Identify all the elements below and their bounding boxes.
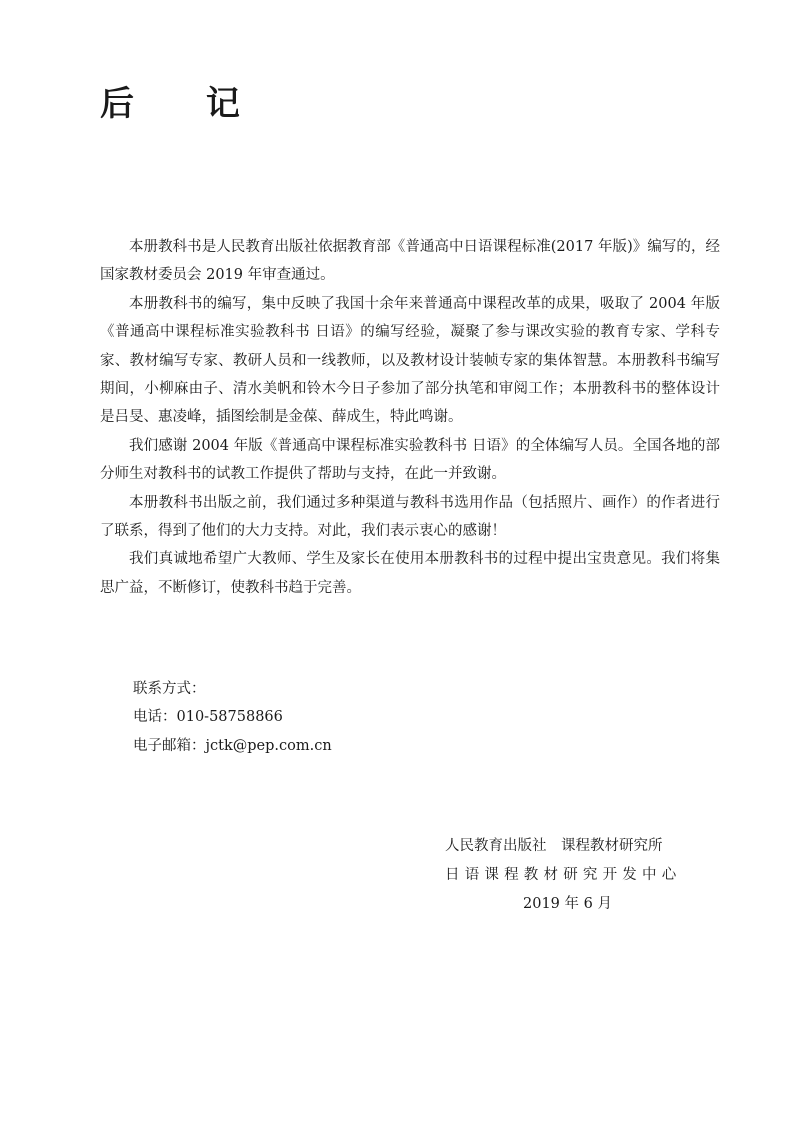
signature-block [445, 832, 690, 919]
paragraph-3: 我们感谢 2004 年版《普通高中课程标准实验教科书 日语》的全体编写人员。全国各地的部分师生对教科书的试教工作提供了帮助与支持，在此一并致谢。 [100, 437, 720, 483]
paragraph-2: 本册教科书的编写，集中反映了我国十余年来普通高中课程改革的成果，吸取了 2004 年版《普通高中课程标准实验教科书 日语》的编写经验，凝聚了参与课改实验的教育专家、学科专家、教材编写专家、教研人员和一线教师，以及教材设计装帧专家的集体智慧。本册教科书编写期间，小柳麻由子、清水美帆和铃木今日子参加了部分执笔和审阅工作；本册教科书的整体设计是吕旻、惠凌峰，插图绘制是金葆、薛成生，特此鸣谢。 [100, 295, 720, 426]
contact-heading: 联系方式： [133, 681, 206, 697]
research-center-name: 日语课程教材研究开发中心 [445, 867, 682, 883]
paragraph-5: 我们真诚地希望广大教师、学生及家长在使用本册教科书的过程中提出宝贵意见。我们将集思广益，不断修订，使教科书趋于完善。 [100, 551, 720, 596]
contact-info [133, 675, 332, 760]
signature-date: 2019 年 6 月 [523, 896, 612, 912]
contact-phone: 电话：010-58758866 [133, 709, 283, 726]
paragraph-1: 本册教科书是人民教育出版社依据教育部《普通高中日语课程标准(2017 年版)》编写的，经国家教材委员会 2019 年审查通过。 [100, 239, 720, 284]
contact-email: 电子邮箱：jctk@pep.com.cn [133, 737, 332, 754]
paragraph-4: 本册教科书出版之前，我们通过多种渠道与教科书选用作品（包括照片、画作）的作者进行了联系，得到了他们的大力支持。对此，我们表示衷心的感谢！ [100, 494, 720, 540]
publisher-name: 人民教育出版社 课程教材研究所 [445, 838, 663, 854]
afterword-body [100, 233, 720, 602]
page-title: 后 记 [100, 84, 270, 124]
